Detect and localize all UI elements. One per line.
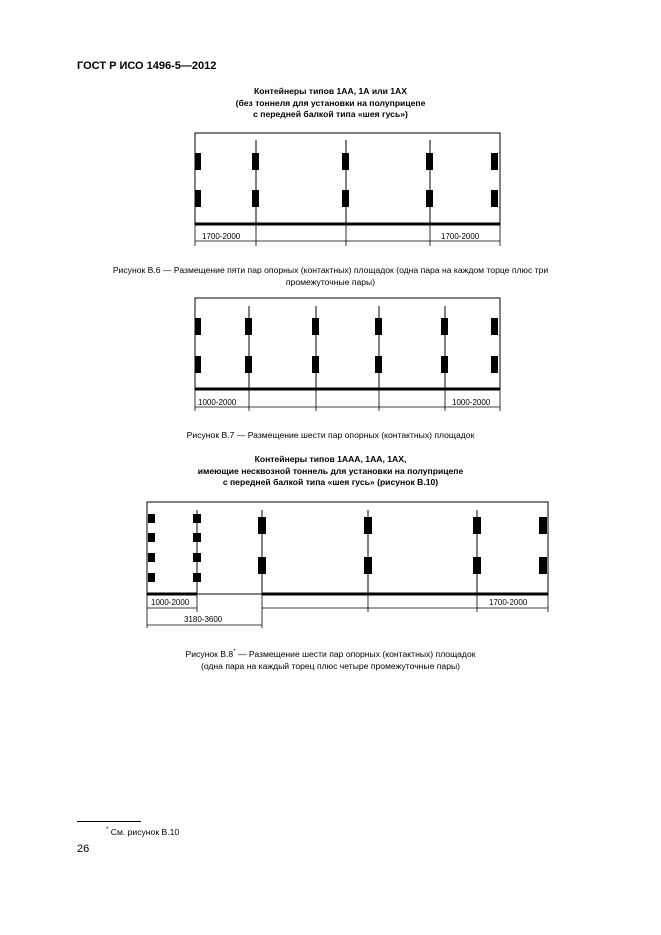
fig6-dim-left: 1700-2000 (202, 232, 241, 241)
support-pad (193, 514, 201, 523)
support-pad (364, 557, 372, 574)
support-pad (539, 517, 547, 534)
fig8-caption-line2: (одна пара на каждый торец плюс четыре промежуточные пары) (200, 661, 461, 671)
support-pad (258, 517, 266, 534)
support-pad (473, 517, 481, 534)
fig6-title-line: (без тоннеля для установки на полуприцепе (235, 97, 426, 108)
fig6-caption-line: Рисунок В.6 — Размещение пяти пар опорных (контактных) площадок (одна пара на каждом торце плюс три (112, 265, 549, 275)
support-pad (539, 557, 547, 574)
support-pad (193, 553, 201, 562)
footnote (106, 827, 179, 837)
support-pad (148, 553, 155, 562)
page-number: 26 (77, 843, 90, 855)
fig7-dim-right: 1000-2000 (452, 398, 491, 407)
support-pad (148, 514, 155, 523)
fig8-title-line: имеющие несквозной тоннель для установки на полуприцепе (197, 465, 464, 476)
support-pad (148, 533, 155, 542)
fig8-caption-prefix: Рисунок В.8 (185, 649, 234, 659)
fig7-caption-line: Рисунок В.7 — Размещение шести пар опорных (контактных) площадок (186, 430, 475, 440)
fig8-dim-right: 1700-2000 (489, 598, 528, 607)
fig8-title-line: с передней балкой типа «шея гусь» (рисунок В.10) (222, 477, 439, 487)
fig8-dim-bottom: 3180-3600 (184, 615, 223, 624)
fig8-caption-text: — Размещение шести пар опорных (контактных) площадок (235, 649, 476, 659)
fig8-title-line: Контейнеры типов 1ААА, 1АА, 1АХ, (254, 454, 407, 464)
fig8-caption-footnote-mark: * (233, 649, 236, 655)
support-pad (364, 517, 372, 534)
fig8-dim-left: 1000-2000 (151, 598, 190, 607)
fig8-pads (148, 510, 547, 594)
fig7-dim-left: 1000-2000 (198, 398, 237, 407)
support-pad (473, 557, 481, 574)
footnote-mark: * (106, 827, 109, 833)
support-pad (193, 533, 201, 542)
fig8-container-outline (147, 502, 548, 594)
fig6-dim-right: 1700-2000 (441, 232, 480, 241)
support-pad (193, 573, 201, 582)
fig6-title-line: с передней балкой типа «шея гусь») (253, 109, 408, 119)
footnote-text: См. рисунок В.10 (108, 827, 180, 837)
fig6-caption-line: промежуточные пары) (285, 277, 376, 287)
document-header: ГОСТ Р ИСО 1496-5—2012 (77, 60, 217, 72)
fig6-title-line: Контейнеры типов 1АА, 1А или 1АХ (254, 86, 407, 96)
support-pad (258, 557, 266, 574)
support-pad (148, 573, 155, 582)
fig8-caption (60, 646, 601, 672)
footnote-separator (77, 821, 141, 822)
